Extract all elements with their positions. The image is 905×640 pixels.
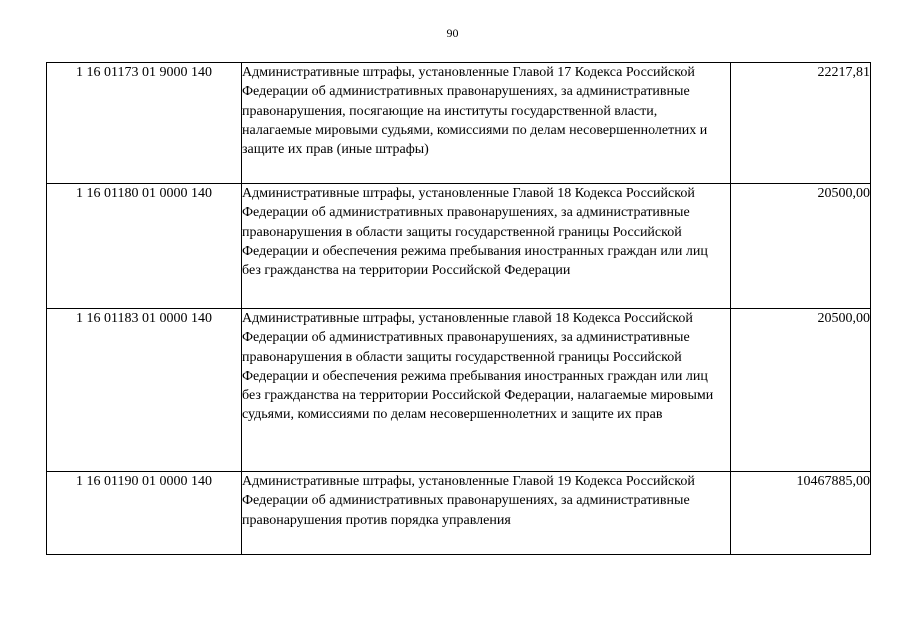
table-row xyxy=(47,309,871,472)
description-cell: Административные штрафы, установленные Главой 19 Кодекса Российской Федерации об административных правонарушениях, за административные правонарушения против порядка управления xyxy=(242,472,731,555)
budget-code-cell: 1 16 01180 01 0000 140 xyxy=(47,184,242,309)
budget-code-cell: 1 16 01173 01 9000 140 xyxy=(47,63,242,184)
description-cell: Административные штрафы, установленные Главой 18 Кодекса Российской Федерации об административных правонарушениях, за административные правонарушения в области защиты государственной границы Российской Федерации и обеспечения режима пребывания иностранных граждан или лиц без гражданства на территории Российской Федерации xyxy=(242,184,731,309)
amount-cell: 10467885,00 xyxy=(731,472,871,555)
description-cell: Административные штрафы, установленные главой 18 Кодекса Российской Федерации об административных правонарушениях, за административные правонарушения в области защиты государственной границы Российской Федерации и обеспечения режима пребывания иностранных граждан или лиц без гражданства на территории Российской Федерации, налагаемые мировыми судьями, комиссиями по делам несовершеннолетних и защите их прав xyxy=(242,309,731,472)
page-number: 90 xyxy=(446,26,459,40)
table-row xyxy=(47,472,871,555)
description-cell: Административные штрафы, установленные Главой 17 Кодекса Российской Федерации об административных правонарушениях, за административные правонарушения, посягающие на институты государственной власти, налагаемые мировыми судьями, комиссиями по делам несовершеннолетних и защите их прав (иные штрафы) xyxy=(242,63,731,184)
revenue-table xyxy=(46,62,871,555)
budget-code-cell: 1 16 01183 01 0000 140 xyxy=(47,309,242,472)
table-row xyxy=(47,184,871,309)
amount-cell: 20500,00 xyxy=(731,184,871,309)
budget-code-cell: 1 16 01190 01 0000 140 xyxy=(47,472,242,555)
amount-cell: 22217,81 xyxy=(731,63,871,184)
amount-cell: 20500,00 xyxy=(731,309,871,472)
table-row xyxy=(47,63,871,184)
